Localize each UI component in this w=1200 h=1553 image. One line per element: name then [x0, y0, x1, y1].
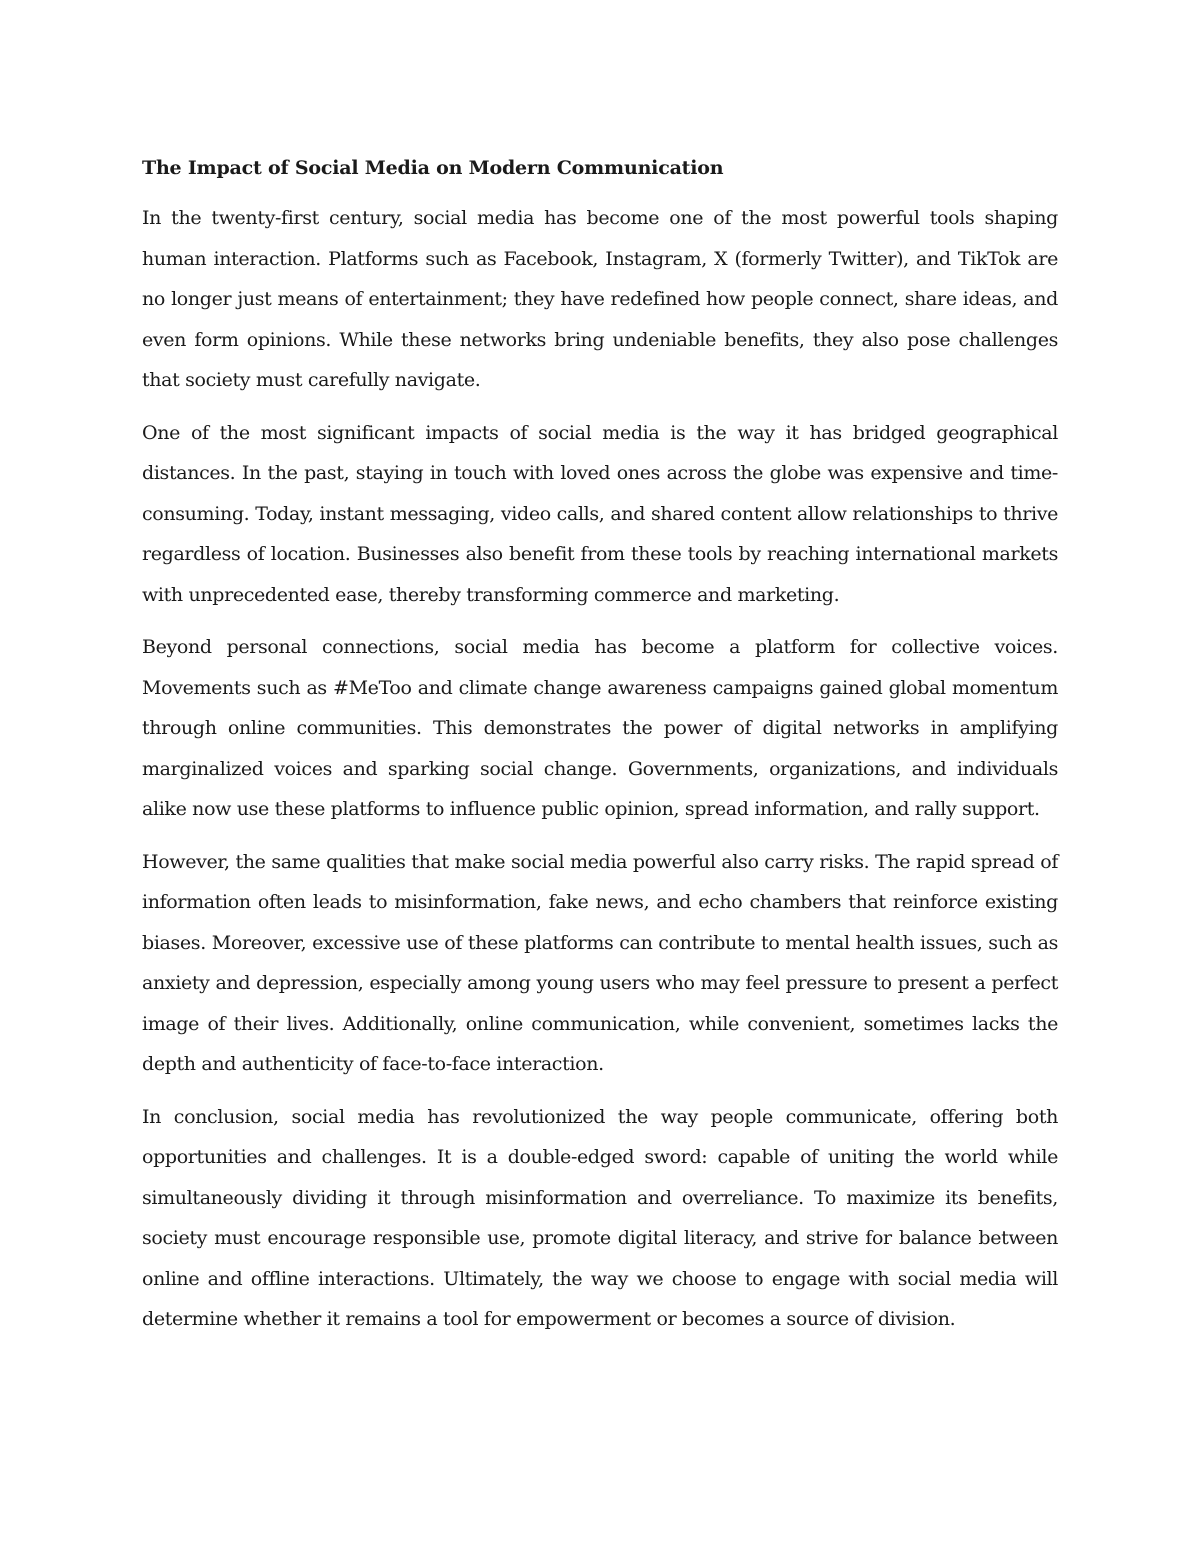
- paragraph-collective-voices: Beyond personal connections, social media has become a platform for collective voices. Movements such as #MeToo and climate change awareness campaigns gained global momentum through online communities. This demonstrates the power of digital networks in amplifying marginalized voices and sparking social change. Governments, organizations, and individuals alike now use these platforms to influence public opinion, spread information, and rally support.: [142, 636, 1058, 820]
- document-title: The Impact of Social Media on Modern Communication: [142, 157, 724, 179]
- paragraph-conclusion: In conclusion, social media has revolutionized the way people communicate, offering both opportunities and challenges. It is a double-edged sword: capable of uniting the world while simultaneously dividing it through misinformation and overreliance. To maximize its benefits, society must encourage responsible use, promote digital literacy, and strive for balance between online and offline interactions. Ultimately, the way we choose to engage with social media will determine whether it remains a tool for empowerment or becomes a source of division.: [142, 1105, 1058, 1330]
- paragraph-geographical-distances: One of the most significant impacts of social media is the way it has bridged geographical distances. In the past, staying in touch with loved ones across the globe was expensive and time-consuming. Today, instant messaging, video calls, and shared content allow relationships to thrive regardless of location. Businesses also benefit from these tools by reaching international markets with unprecedented ease, thereby transforming commerce and marketing.: [142, 421, 1058, 606]
- paragraph-risks: However, the same qualities that make social media powerful also carry risks. The rapid spread of information often leads to misinformation, fake news, and echo chambers that reinforce existing biases. Moreover, excessive use of these platforms can contribute to mental health issues, such as anxiety and depression, especially among young users who may feel pressure to present a perfect image of their lives. Additionally, online communication, while convenient, sometimes lacks the depth and authenticity of face-to-face interaction.: [142, 850, 1058, 1075]
- document-body: [142, 152, 1058, 1352]
- paragraph-introduction: In the twenty-first century, social media has become one of the most powerful tools shaping human interaction. Platforms such as Facebook, Instagram, X (formerly Twitter), and TikTok are no longer just means of entertainment; they have redefined how people connect, share ideas, and even form opinions. While these networks bring undeniable benefits, they also pose challenges that society must carefully navigate.: [142, 207, 1058, 391]
